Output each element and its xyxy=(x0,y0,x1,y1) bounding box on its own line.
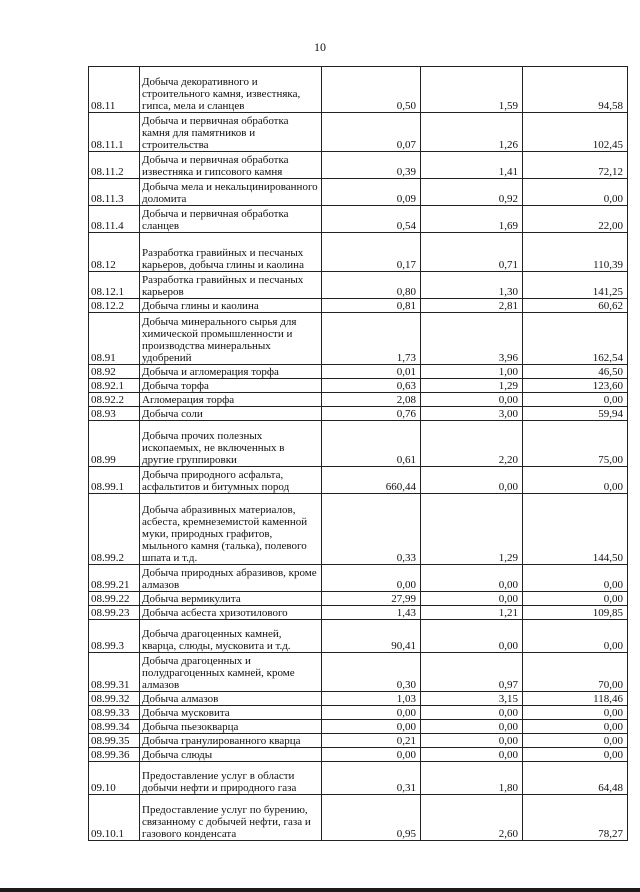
row-value-3: 0,00 xyxy=(523,620,628,653)
row-value-2: 3,00 xyxy=(421,407,523,421)
row-name: Добыча и первичная обработка камня для памятников и строительства xyxy=(140,113,322,152)
row-value-3: 123,60 xyxy=(523,379,628,393)
row-name: Добыча декоративного и строительного камня, известняка, гипса, мела и сланцев xyxy=(140,67,322,113)
row-value-2: 0,00 xyxy=(421,734,523,748)
row-value-2: 3,96 xyxy=(421,313,523,365)
row-value-2: 1,80 xyxy=(421,762,523,795)
row-value-3: 78,27 xyxy=(523,795,628,841)
row-value-1: 0,80 xyxy=(322,272,421,299)
row-value-1: 660,44 xyxy=(322,467,421,494)
row-value-1: 0,33 xyxy=(322,494,421,565)
table-row xyxy=(89,206,628,233)
row-value-3: 60,62 xyxy=(523,299,628,313)
row-name: Добыча и первичная обработка известняка и гипсового камня xyxy=(140,152,322,179)
row-value-3: 0,00 xyxy=(523,748,628,762)
row-value-1: 0,63 xyxy=(322,379,421,393)
row-name: Добыча глины и каолина xyxy=(140,299,322,313)
table-row xyxy=(89,748,628,762)
row-value-3: 118,46 xyxy=(523,692,628,706)
row-code: 08.11 xyxy=(89,67,140,113)
row-value-1: 2,08 xyxy=(322,393,421,407)
row-value-1: 0,30 xyxy=(322,653,421,692)
row-code: 08.12 xyxy=(89,233,140,272)
table-row xyxy=(89,706,628,720)
row-code: 08.99.23 xyxy=(89,606,140,620)
row-name: Разработка гравийных и песчаных карьеров, добыча глины и каолина xyxy=(140,233,322,272)
row-code: 08.99.31 xyxy=(89,653,140,692)
row-value-3: 141,25 xyxy=(523,272,628,299)
row-value-1: 0,54 xyxy=(322,206,421,233)
row-code: 08.99.3 xyxy=(89,620,140,653)
row-value-3: 0,00 xyxy=(523,720,628,734)
row-value-3: 0,00 xyxy=(523,734,628,748)
row-value-2: 1,69 xyxy=(421,206,523,233)
row-name: Добыча мела и некальцинированного доломита xyxy=(140,179,322,206)
table-row xyxy=(89,720,628,734)
row-code: 08.11.3 xyxy=(89,179,140,206)
row-value-3: 22,00 xyxy=(523,206,628,233)
row-name: Добыча минерального сырья для химической промышленности и производства минеральных удобрений xyxy=(140,313,322,365)
row-value-2: 2,60 xyxy=(421,795,523,841)
table-row xyxy=(89,421,628,467)
row-name: Добыча и агломерация торфа xyxy=(140,365,322,379)
table-row xyxy=(89,233,628,272)
row-name: Предоставление услуг по бурению, связанному с добычей нефти, газа и газового конденсата xyxy=(140,795,322,841)
row-value-3: 0,00 xyxy=(523,179,628,206)
row-value-2: 1,41 xyxy=(421,152,523,179)
table-row xyxy=(89,467,628,494)
row-value-2: 1,29 xyxy=(421,379,523,393)
row-value-2: 0,00 xyxy=(421,592,523,606)
table-row xyxy=(89,565,628,592)
table-row xyxy=(89,299,628,313)
row-value-1: 0,00 xyxy=(322,706,421,720)
row-value-3: 109,85 xyxy=(523,606,628,620)
row-code: 08.11.1 xyxy=(89,113,140,152)
row-value-2: 0,97 xyxy=(421,653,523,692)
row-name: Добыча вермикулита xyxy=(140,592,322,606)
row-value-1: 0,95 xyxy=(322,795,421,841)
row-value-3: 102,45 xyxy=(523,113,628,152)
row-value-1: 0,09 xyxy=(322,179,421,206)
row-value-3: 75,00 xyxy=(523,421,628,467)
table-row xyxy=(89,734,628,748)
table-row xyxy=(89,313,628,365)
row-name: Добыча природных абразивов, кроме алмазов xyxy=(140,565,322,592)
row-name: Добыча прочих полезных ископаемых, не включенных в другие группировки xyxy=(140,421,322,467)
row-value-1: 0,31 xyxy=(322,762,421,795)
data-table xyxy=(88,66,628,841)
row-code: 09.10.1 xyxy=(89,795,140,841)
row-value-3: 0,00 xyxy=(523,592,628,606)
row-name: Добыча асбеста хризотилового xyxy=(140,606,322,620)
row-name: Добыча соли xyxy=(140,407,322,421)
row-value-2: 0,92 xyxy=(421,179,523,206)
row-value-1: 27,99 xyxy=(322,592,421,606)
table-row xyxy=(89,620,628,653)
table-row xyxy=(89,692,628,706)
row-value-3: 0,00 xyxy=(523,393,628,407)
row-value-1: 0,76 xyxy=(322,407,421,421)
table-row xyxy=(89,113,628,152)
row-name: Агломерация торфа xyxy=(140,393,322,407)
row-code: 08.99.2 xyxy=(89,494,140,565)
table-row xyxy=(89,179,628,206)
row-value-2: 0,00 xyxy=(421,565,523,592)
row-code: 08.99.1 xyxy=(89,467,140,494)
row-value-2: 3,15 xyxy=(421,692,523,706)
table-row xyxy=(89,494,628,565)
row-value-3: 46,50 xyxy=(523,365,628,379)
row-value-2: 1,26 xyxy=(421,113,523,152)
table-row xyxy=(89,365,628,379)
table-row xyxy=(89,795,628,841)
row-name: Добыча абразивных материалов, асбеста, кремнеземистой каменной муки, природных графитов, мыльного камня (талька), полевого шпата и т.д. xyxy=(140,494,322,565)
row-value-3: 64,48 xyxy=(523,762,628,795)
row-code: 08.99.36 xyxy=(89,748,140,762)
row-value-2: 0,00 xyxy=(421,467,523,494)
row-code: 08.91 xyxy=(89,313,140,365)
row-value-2: 0,00 xyxy=(421,393,523,407)
row-value-2: 0,00 xyxy=(421,748,523,762)
row-code: 08.11.4 xyxy=(89,206,140,233)
row-value-1: 0,61 xyxy=(322,421,421,467)
table-body xyxy=(89,67,628,841)
table-row xyxy=(89,606,628,620)
row-value-3: 94,58 xyxy=(523,67,628,113)
page-number: 10 xyxy=(314,40,326,54)
row-name: Добыча пьезокварца xyxy=(140,720,322,734)
table-row xyxy=(89,272,628,299)
row-code: 08.11.2 xyxy=(89,152,140,179)
row-code: 08.93 xyxy=(89,407,140,421)
row-value-3: 0,00 xyxy=(523,706,628,720)
row-code: 08.12.2 xyxy=(89,299,140,313)
row-value-1: 0,01 xyxy=(322,365,421,379)
row-value-1: 0,81 xyxy=(322,299,421,313)
row-name: Добыча гранулированного кварца xyxy=(140,734,322,748)
row-value-3: 70,00 xyxy=(523,653,628,692)
row-value-3: 59,94 xyxy=(523,407,628,421)
row-value-1: 0,21 xyxy=(322,734,421,748)
row-value-2: 1,00 xyxy=(421,365,523,379)
row-value-1: 0,39 xyxy=(322,152,421,179)
row-code: 08.99.34 xyxy=(89,720,140,734)
row-value-2: 1,21 xyxy=(421,606,523,620)
table-row xyxy=(89,762,628,795)
table-row xyxy=(89,379,628,393)
row-value-1: 0,00 xyxy=(322,565,421,592)
row-value-1: 0,17 xyxy=(322,233,421,272)
row-value-1: 1,03 xyxy=(322,692,421,706)
row-code: 09.10 xyxy=(89,762,140,795)
table-row xyxy=(89,67,628,113)
row-code: 08.99.35 xyxy=(89,734,140,748)
row-code: 08.99 xyxy=(89,421,140,467)
row-value-1: 0,00 xyxy=(322,748,421,762)
row-name: Добыча мусковита xyxy=(140,706,322,720)
table-row xyxy=(89,653,628,692)
row-name: Добыча драгоценных и полудрагоценных камней, кроме алмазов xyxy=(140,653,322,692)
table-row xyxy=(89,393,628,407)
row-value-3: 72,12 xyxy=(523,152,628,179)
row-code: 08.92.1 xyxy=(89,379,140,393)
row-value-1: 0,00 xyxy=(322,720,421,734)
row-name: Добыча торфа xyxy=(140,379,322,393)
table-row xyxy=(89,592,628,606)
row-name: Предоставление услуг в области добычи нефти и природного газа xyxy=(140,762,322,795)
row-value-2: 2,81 xyxy=(421,299,523,313)
row-code: 08.99.33 xyxy=(89,706,140,720)
row-name: Добыча слюды xyxy=(140,748,322,762)
row-value-2: 1,29 xyxy=(421,494,523,565)
row-code: 08.99.32 xyxy=(89,692,140,706)
row-value-3: 0,00 xyxy=(523,467,628,494)
row-value-2: 1,30 xyxy=(421,272,523,299)
row-value-3: 110,39 xyxy=(523,233,628,272)
row-value-1: 0,50 xyxy=(322,67,421,113)
row-value-1: 90,41 xyxy=(322,620,421,653)
row-value-2: 0,00 xyxy=(421,706,523,720)
row-name: Добыча драгоценных камней, кварца, слюды, мусковита и т.д. xyxy=(140,620,322,653)
row-value-2: 0,71 xyxy=(421,233,523,272)
row-name: Разработка гравийных и песчаных карьеров xyxy=(140,272,322,299)
row-code: 08.99.22 xyxy=(89,592,140,606)
row-name: Добыча алмазов xyxy=(140,692,322,706)
row-value-1: 1,73 xyxy=(322,313,421,365)
table-row xyxy=(89,152,628,179)
row-name: Добыча природного асфальта, асфальтитов и битумных пород xyxy=(140,467,322,494)
row-value-1: 1,43 xyxy=(322,606,421,620)
row-value-3: 0,00 xyxy=(523,565,628,592)
row-value-2: 0,00 xyxy=(421,720,523,734)
table-row xyxy=(89,407,628,421)
row-name: Добыча и первичная обработка сланцев xyxy=(140,206,322,233)
scan-edge xyxy=(0,888,640,892)
row-value-2: 0,00 xyxy=(421,620,523,653)
row-code: 08.92.2 xyxy=(89,393,140,407)
row-code: 08.99.21 xyxy=(89,565,140,592)
row-code: 08.12.1 xyxy=(89,272,140,299)
row-value-2: 1,59 xyxy=(421,67,523,113)
row-value-1: 0,07 xyxy=(322,113,421,152)
row-code: 08.92 xyxy=(89,365,140,379)
row-value-3: 144,50 xyxy=(523,494,628,565)
row-value-2: 2,20 xyxy=(421,421,523,467)
row-value-3: 162,54 xyxy=(523,313,628,365)
